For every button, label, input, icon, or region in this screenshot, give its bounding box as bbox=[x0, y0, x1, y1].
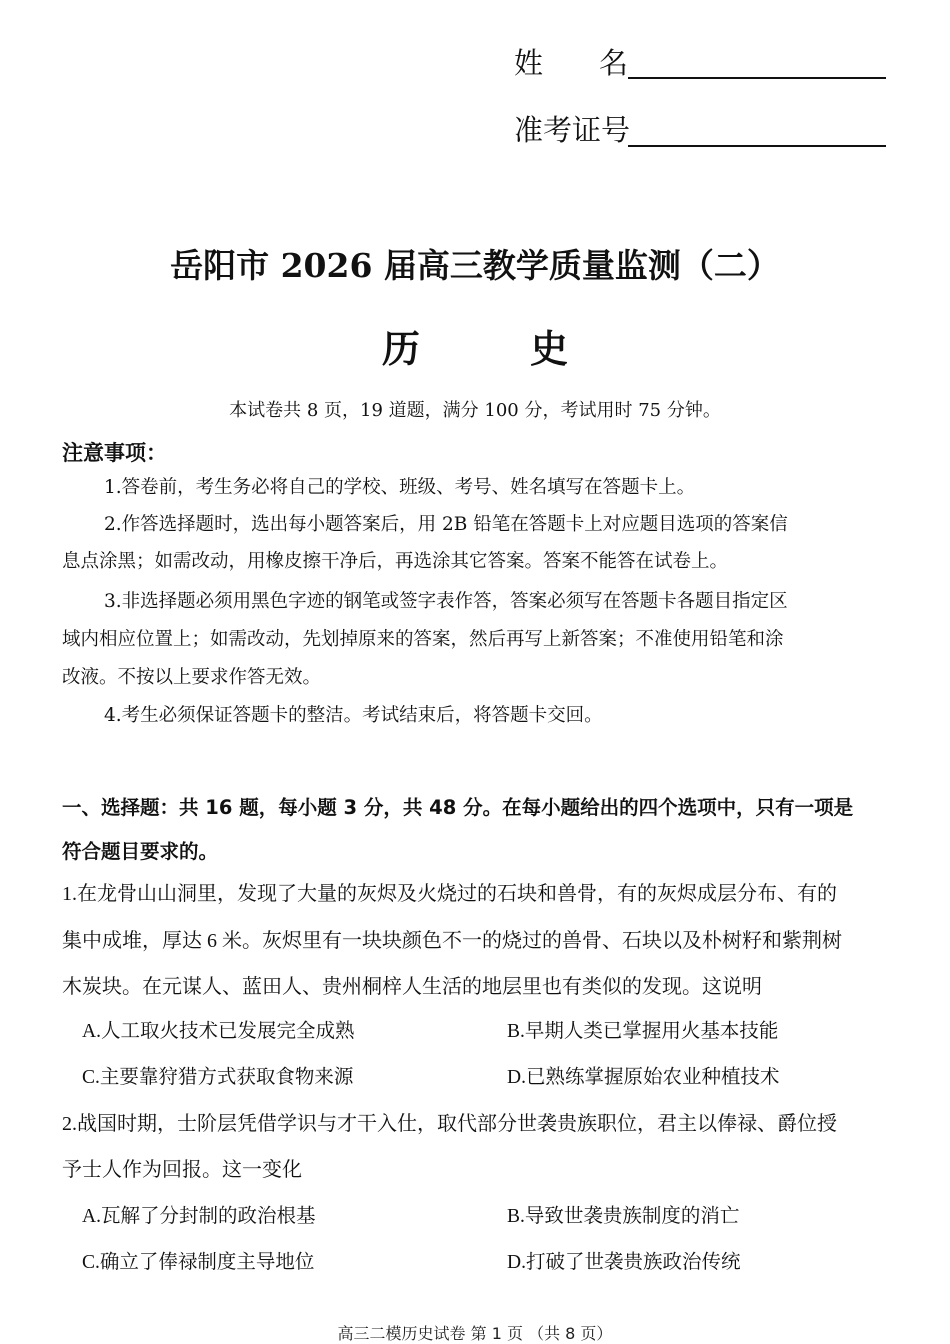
notice-item-4: 4.考生必须保证答题卡的整洁。考试结束后，将答题卡交回。 bbox=[104, 705, 603, 726]
exam-id-blank-line bbox=[628, 145, 886, 147]
q1-option-c: C.主要靠狩猎方式获取食物来源 bbox=[82, 1067, 354, 1088]
exam-id-label: 准考证号 bbox=[514, 113, 631, 147]
subject-char-1: 历 bbox=[381, 326, 420, 371]
name-label: 姓名 bbox=[514, 46, 685, 80]
notice-item-3-line-2: 域内相应位置上；如需改动，先划掉原来的答案，然后再写上新答案；不准使用铅笔和涂 bbox=[62, 629, 784, 650]
notice-item-2-line-2: 息点涂黑；如需改动，用橡皮擦干净后，再选涂其它答案。答案不能答在试卷上。 bbox=[62, 551, 729, 572]
exam-title: 岳阳市 2026 届高三教学质量监测（二） bbox=[170, 246, 780, 285]
subject-title bbox=[0, 318, 950, 373]
notice-item-3-line-3: 改液。不按以上要求作答无效。 bbox=[62, 667, 322, 688]
notice-item-2-line-1: 2.作答选择题时，选出每小题答案后，用 2B 铅笔在答题卡上对应题目选项的答案信 bbox=[104, 514, 788, 535]
q2-stem-line-1: 2.战国时期，士阶层凭借学识与才干入仕，取代部分世袭贵族职位，君主以俸禄、爵位授 bbox=[62, 1113, 837, 1135]
exam-id-row bbox=[514, 107, 630, 147]
notice-item-1: 1.答卷前，考生务必将自己的学校、班级、考号、姓名填写在答题卡上。 bbox=[104, 477, 696, 498]
section-1-heading-line-2: 符合题目要求的。 bbox=[62, 840, 219, 863]
q1-stem-line-1: 1.在龙骨山山洞里，发现了大量的灰烬及火烧过的石块和兽骨，有的灰烬成层分布、有的 bbox=[62, 883, 837, 905]
q2-option-c: C.确立了俸禄制度主导地位 bbox=[82, 1252, 315, 1273]
q1-stem-line-2: 集中成堆，厚达 6 米。灰烬里有一块块颜色不一的烧过的兽骨、石块以及朴树籽和紫荆树 bbox=[62, 930, 842, 952]
notice-item-3-line-1: 3.非选择题必须用黑色字迹的钢笔或签字表作答，答案必须写在答题卡各题目指定区 bbox=[104, 591, 788, 612]
q2-option-a: A.瓦解了分封制的政治根基 bbox=[82, 1206, 316, 1227]
q1-option-b: B.早期人类已掌握用火基本技能 bbox=[507, 1021, 779, 1042]
subject-char-2: 史 bbox=[530, 326, 569, 371]
exam-info: 本试卷共 8 页，19 道题，满分 100 分，考试用时 75 分钟。 bbox=[229, 400, 721, 421]
q2-stem-line-2: 予士人作为回报。这一变化 bbox=[62, 1159, 302, 1181]
q1-option-d: D.已熟练掌握原始农业种植技术 bbox=[507, 1067, 780, 1088]
name-row bbox=[514, 40, 684, 80]
notice-title: 注意事项： bbox=[62, 441, 167, 465]
q1-option-a: A.人工取火技术已发展完全成熟 bbox=[82, 1021, 355, 1042]
page-footer: 高三二模历史试卷 第 1 页 （共 8 页） bbox=[337, 1324, 613, 1343]
q2-option-d: D.打破了世袭贵族政治传统 bbox=[507, 1252, 741, 1273]
section-1-heading-line-1: 一、选择题：共 16 题，每小题 3 分，共 48 分。在每小题给出的四个选项中，只有一项是 bbox=[62, 796, 854, 819]
q1-stem-line-3: 木炭块。在元谋人、蓝田人、贵州桐梓人生活的地层里也有类似的发现。这说明 bbox=[62, 976, 762, 998]
name-blank-line bbox=[628, 77, 886, 79]
q2-option-b: B.导致世袭贵族制度的消亡 bbox=[507, 1206, 740, 1227]
